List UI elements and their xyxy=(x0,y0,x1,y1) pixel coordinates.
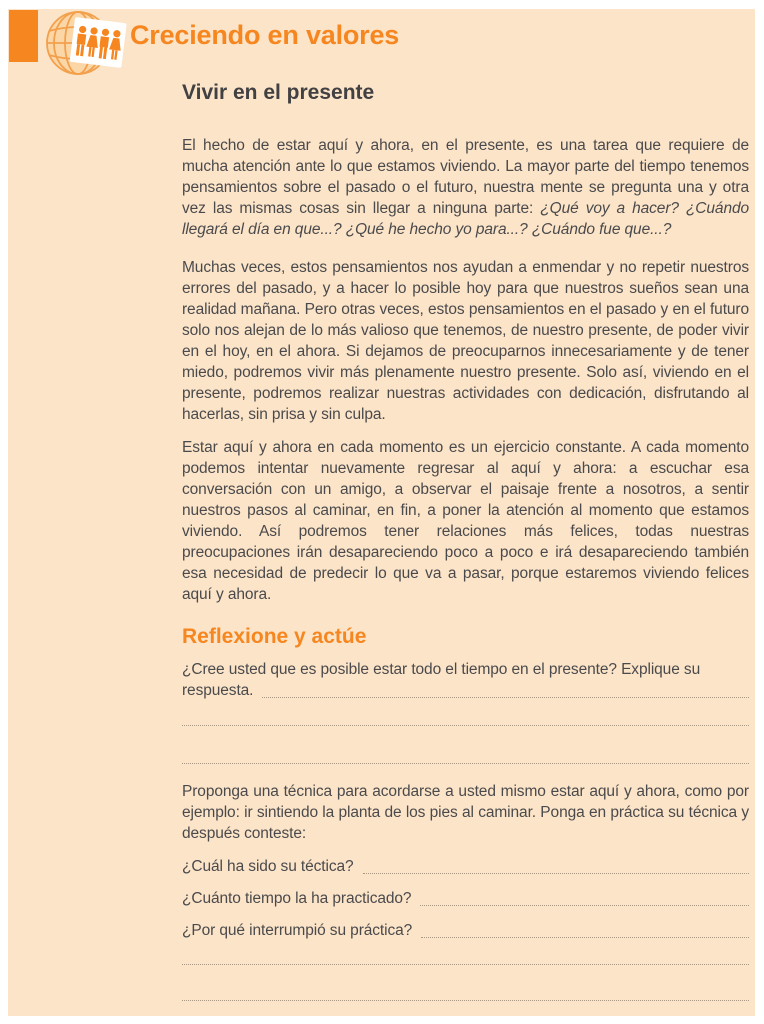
paragraph-3: Estar aquí y ahora en cada momento es un ejercicio constante. A cada momento podemos intentar nuevamente regresar al aquí y ahora: a escuchar esa conversación con un amigo, a observar el paisaje frente a nosotros, a sentir nuestros pasos al caminar, en fin, a poner la atención al momento que estamos viviendo. Así podremos tener relaciones más felices, todas nuestras preocupaciones irán desapareciendo poco a poco e irá desapareciendo también esa necesidad de predecir lo que va a pasar, porque estaremos viviendo felices aquí y ahora. xyxy=(182,439,749,603)
sub-question-3-answer-line xyxy=(421,920,749,938)
sub-question-2-answer-line xyxy=(420,888,749,906)
paragraph-1-italic-questions: ¿Qué voy a hacer? ¿Cuándo llegará el día en que...? ¿Qué he hecho yo para...? ¿Cuándo fue que...? xyxy=(182,200,750,238)
activity-section-title: Reflexione y actúe xyxy=(182,625,367,648)
page-header xyxy=(8,9,755,71)
answer-line xyxy=(182,941,749,965)
answer-line xyxy=(182,726,749,764)
content-panel xyxy=(8,9,755,1016)
article xyxy=(8,80,755,1001)
question-1-tail: respuesta. xyxy=(182,682,254,699)
paragraph-2: Muchas veces, estos pensamientos nos ayudan a enmendar y no repetir nuestros errores del pasado, y a hacer lo posible hoy para que nuestros sueños sean una realidad mañana. Pero otras veces, estos pensamientos en el pasado y en el futuro solo nos alejan de lo más valioso que tenemos, de nuestro presente, de poder vivir en el hoy, en el ahora. Si dejamos de preocuparnos innecesariamente y de tener miedo, podremos vivir más plenamente nuestro presente. Solo así, viviendo en el presente, podremos realizar nuestras actividades con dedicación, disfrutando al hacerlas, sin prisa y sin culpa. xyxy=(182,259,749,423)
sub-question-3 xyxy=(182,920,749,941)
sub-question-1-label: ¿Cuál ha sido su téctica? xyxy=(182,858,354,875)
question-1-answer-row xyxy=(182,680,749,701)
article-title: Vivir en el presente xyxy=(182,81,375,104)
answer-line xyxy=(182,701,749,726)
question-1-line1: ¿Cree usted que es posible estar todo el tiempo en el presente? Explique su xyxy=(182,661,701,678)
globe-people-icon xyxy=(36,6,132,78)
sub-question-1-answer-line xyxy=(363,856,749,874)
sub-question-2-label: ¿Cuánto tiempo la ha practicado? xyxy=(182,890,412,907)
question-1-answer-line xyxy=(262,680,749,698)
sub-question-3-label: ¿Por qué interrumpió su práctica? xyxy=(182,922,413,939)
instructions-paragraph: Proponga una técnica para acordarse a usted mismo estar aquí y ahora, como por ejemplo: ir sintiendo la planta de los pies al caminar. Ponga en práctica su técnica y después conteste: xyxy=(182,783,749,842)
answer-line xyxy=(182,965,749,1001)
paragraph-1-text: El hecho de estar aquí y ahora, en el presente, es una tarea que requiere de mucha atención ante lo que estamos viviendo. La mayor parte del tiempo tenemos pensamientos sobre el pasado o el futuro, nuestra mente se pregunta una y otra vez las mismas cosas sin llegar a ninguna parte: xyxy=(182,137,749,217)
sub-question-2 xyxy=(182,888,749,909)
page-title: Creciendo en valores xyxy=(130,20,400,50)
paragraph-1 xyxy=(182,135,749,240)
question-1 xyxy=(182,659,749,701)
sub-question-1 xyxy=(182,856,749,877)
header-accent-block xyxy=(9,10,38,62)
